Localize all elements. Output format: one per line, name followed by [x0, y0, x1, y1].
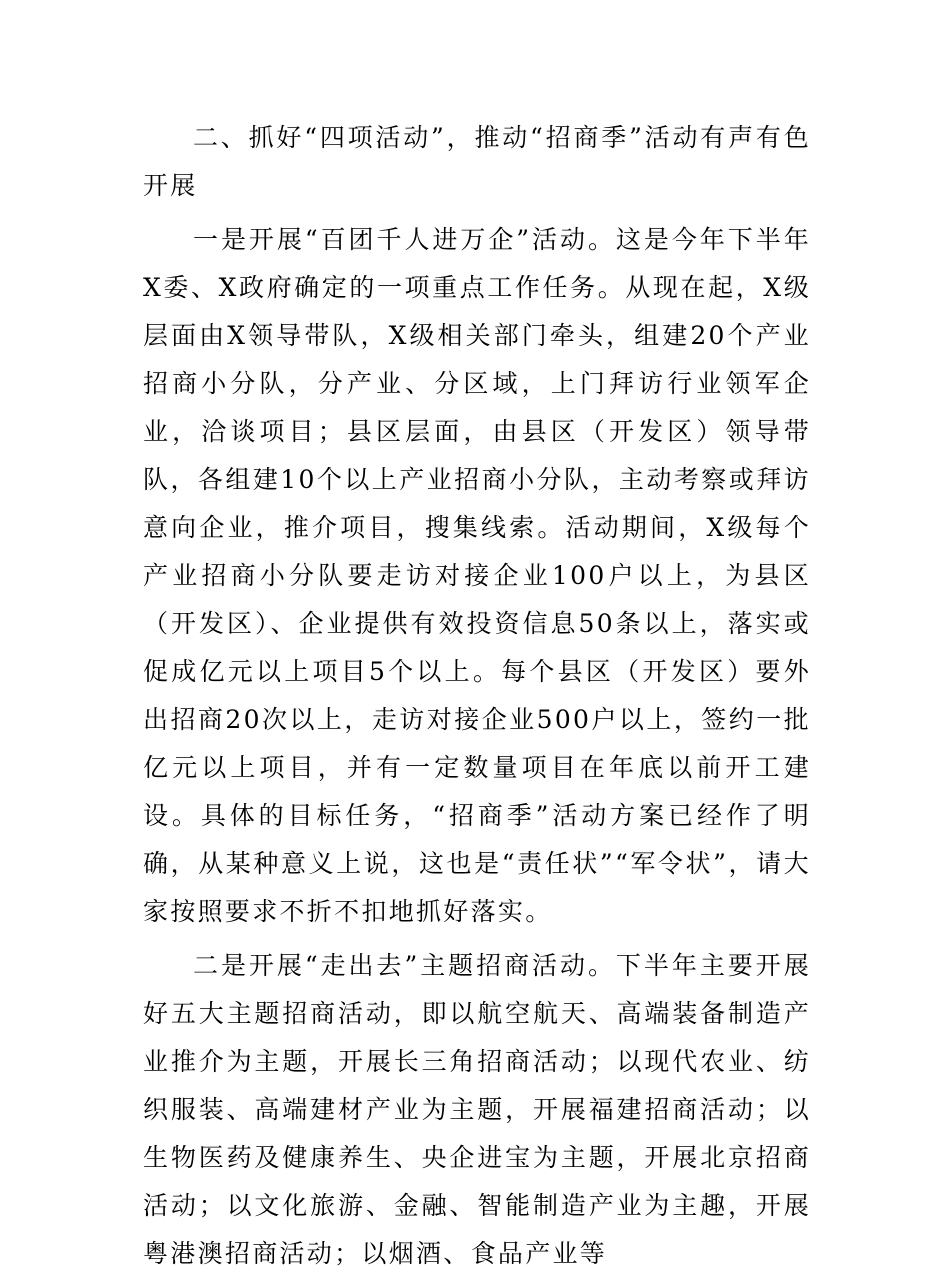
paragraph-activity-two: 二是开展“走出去”主题招商活动。下半年主要开展好五大主题招商活动，即以航空航天、高端装备制造产业推介为主题，开展长三角招商活动；以现代农业、纺织服装、高端建材产业为主题，开展福建招商活动；以生物医药及健康养生、央企进宝为主题，开展北京招商活动；以文化旅游、金融、智能制造产业为主趣，开展粤港澳招商活动；以烟酒、食品产业等	[143, 951, 811, 1268]
document-body	[143, 114, 811, 1278]
section-heading: 二、抓好“四项活动”，推动“招商季”活动有声有色开展	[143, 123, 811, 200]
paragraph-activity-one: 一是开展“百团千人进万企”活动。这是今年下半年X委、X政府确定的一项重点工作任务。从现在起，X级层面由X领导带队，X级相关部门牵头，组建20个产业招商小分队，分产业、分区域，上门拜访行业领军企业，洽谈项目；县区层面，由县区（开发区）领导带队，各组建10个以上产业招商小分队，主动考察或拜访意向企业，推介项目，搜集线索。活动期间，X级每个产业招商小分队要走访对接企业100户以上，为县区（开发区）、企业提供有效投资信息50条以上，落实或促成亿元以上项目5个以上。每个县区（开发区）要外出招商20次以上，走访对接企业500户以上，签约一批亿元以上项目，并有一定数量项目在年底以前开工建设。具体的目标任务，“招商季”活动方案已经作了明确，从某种意义上说，这也是“责任状”“军令状”，请大家按照要求不折不扣地抓好落实。	[143, 225, 811, 926]
